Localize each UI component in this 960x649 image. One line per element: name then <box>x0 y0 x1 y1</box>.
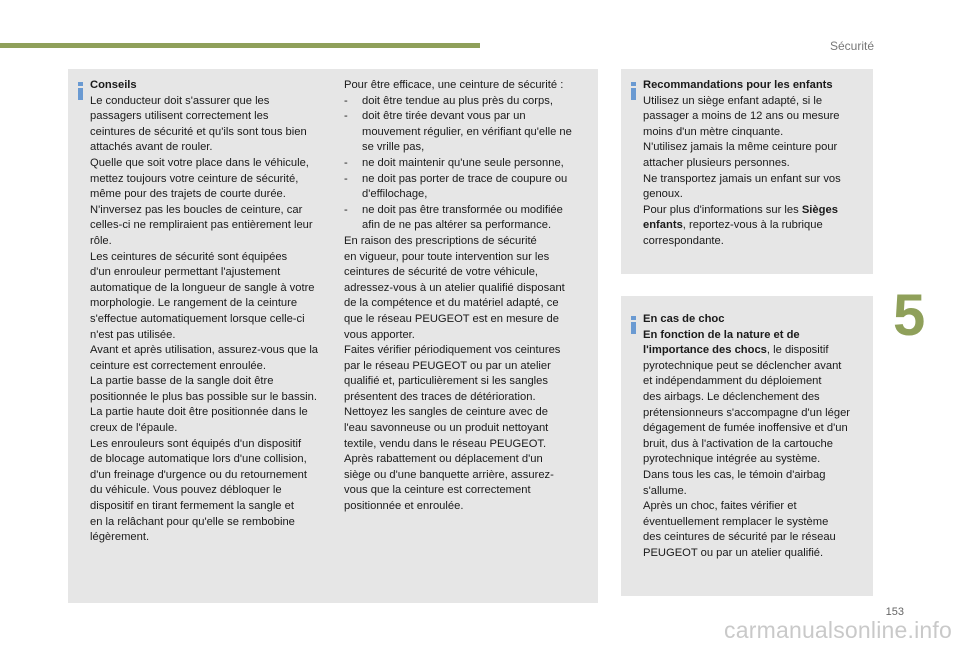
header-accent-bar <box>0 43 480 48</box>
watermark: carmanualsonline.info <box>724 617 952 643</box>
text-line: genoux. <box>643 188 683 201</box>
text-line: des airbags. Le déclenchement des <box>643 390 820 403</box>
text-line: pyrotechnique intégrée au système. <box>643 453 821 466</box>
text-line: morphologie. Le rangement de la ceinture <box>90 297 298 310</box>
text-line: éventuellement remplacer le système <box>643 515 829 528</box>
text-line: même pour des trajets de courte durée. <box>90 188 286 201</box>
text-line: Après rabattement ou déplacement d'un <box>344 453 543 466</box>
text-line: PEUGEOT ou par un atelier qualifié. <box>643 546 824 559</box>
text-line: positionnée et enroulée. <box>344 500 464 513</box>
text-line: dégagement de fumée inoffensive et d'un <box>643 422 848 435</box>
sieges-link-text: Sièges <box>801 203 838 216</box>
text-line: Nettoyez les sangles de ceinture avec de <box>344 406 548 419</box>
text-line: moins d'un mètre cinquante. <box>643 125 784 138</box>
text-line: positionnée le plus bas possible sur le bassin. <box>90 390 317 403</box>
text-line: s'effectue automatiquement lorsque celle-ci <box>90 312 305 325</box>
text-line: Avant et après utilisation, assurez-vous que la <box>90 344 319 357</box>
middle-text <box>344 78 596 515</box>
dash-bullet: - <box>344 172 348 185</box>
dash-bullet: - <box>344 110 348 123</box>
text-line: passagers utilisent correctement les <box>90 110 269 123</box>
list-item-continuation: afin de ne pas altérer sa performance. <box>362 219 552 232</box>
choc-subtitle-line: l'importance des chocs, le dispositif <box>643 344 829 357</box>
reference-line: enfants, reportez-vous à la rubrique <box>643 219 823 232</box>
text-line: ceinture est correctement enroulée. <box>90 359 266 372</box>
text-line: pyrotechnique peut se déclencher avant <box>643 359 842 372</box>
text-line: ceintures de sécurité de votre véhicule, <box>344 266 539 279</box>
text-line: s'allume. <box>643 484 687 497</box>
text-line: d'un enrouleur permettant l'ajustement <box>90 266 281 279</box>
text-line: qualifié et, particulièrement si les sangles <box>344 375 548 388</box>
conseils-title: Conseils <box>90 79 137 91</box>
dash-bullet: - <box>344 156 348 169</box>
text-line: Après un choc, faites vérifier et <box>643 500 797 513</box>
page-number: 153 <box>885 606 904 618</box>
text-line: légèrement. <box>90 531 150 544</box>
text-line: vous que la ceinture est correctement <box>344 484 531 497</box>
recommandations-text <box>643 78 871 250</box>
text-line: creux de l'épaule. <box>90 422 178 435</box>
text-line: Les enrouleurs sont équipés d'un dispositif <box>90 437 302 450</box>
text-line: La partie haute doit être positionnée dans le <box>90 406 308 419</box>
text-line: en la relâchant pour qu'elle se rembobine <box>90 515 295 528</box>
text-line: celles-ci ne rempliraient pas entièrement leur <box>90 219 313 232</box>
section-title: Sécurité <box>829 39 874 53</box>
text-line: Ne transportez jamais un enfant sur vos <box>643 172 841 185</box>
conseils-text <box>90 78 342 546</box>
text-line: de blocage automatique lors d'une collision, <box>90 453 307 466</box>
choc-title: En cas de choc <box>643 313 725 325</box>
text-line: l'eau savonneuse ou un produit nettoyant <box>344 422 549 435</box>
info-icon <box>629 82 639 100</box>
text-line: textile, vendu dans le réseau PEUGEOT. <box>344 437 547 450</box>
text-line: vous apporter. <box>344 328 415 341</box>
chapter-number: 5 <box>893 283 926 348</box>
recommandations-title: Recommandations pour les enfants <box>643 79 833 91</box>
choc-text <box>643 312 871 562</box>
dash-bullet: - <box>344 203 348 216</box>
text-line: rôle. <box>90 234 112 247</box>
text-line: par le réseau PEUGEOT ou par un atelier <box>344 359 551 372</box>
text-line: Utilisez un siège enfant adapté, si le <box>643 94 823 107</box>
text-line: Faites vérifier périodiquement vos ceintures <box>344 344 561 357</box>
text-line: Quelle que soit votre place dans le véhicule, <box>90 156 309 169</box>
text-line: mettez toujours votre ceinture de sécurité, <box>90 172 299 185</box>
text-line: du véhicule. Vous pouvez débloquer le <box>90 484 282 497</box>
text-line: attachés avant de rouler. <box>90 141 213 154</box>
text-line: automatique de la longueur de sangle à votre <box>90 281 315 294</box>
text-line: d'un freinage d'urgence ou du retournement <box>90 468 307 481</box>
info-icon <box>629 316 639 334</box>
text-line: prétensionneurs s'accompagne d'un léger <box>643 406 851 419</box>
text-line: bruit, dus à l'activation de la cartouche <box>643 437 833 450</box>
text-line: n'est pas utilisée. <box>90 328 176 341</box>
text-line: des ceintures de sécurité par le réseau <box>643 531 836 544</box>
text-line: présentent des traces de détérioration. <box>344 390 536 403</box>
text-line: correspondante. <box>643 234 724 247</box>
list-item: - ne doit pas porter de trace de coupure ou <box>344 172 596 188</box>
list-item: - doit être tendue au plus près du corps, <box>344 94 596 110</box>
text-line: siège ou d'une banquette arrière, assurez- <box>344 468 554 481</box>
list-item-continuation: mouvement régulier, en vérifiant qu'elle ne <box>362 125 572 138</box>
list-item: - doit être tirée devant vous par un <box>344 109 596 125</box>
enfants-link-text: enfants <box>643 219 683 232</box>
text-line: passager a moins de 12 ans ou mesure <box>643 110 840 123</box>
info-icon <box>76 82 86 100</box>
text-line: de la compétence et du matériel adapté, ce <box>344 297 559 310</box>
text-line: adressez-vous à un atelier qualifié disposant <box>344 281 565 294</box>
text-line: En raison des prescriptions de sécurité <box>344 234 537 247</box>
text-line: Les ceintures de sécurité sont équipées <box>90 250 288 263</box>
text-line: dispositif en tirant fermement la sangle et <box>90 500 294 513</box>
choc-subtitle: En fonction de la nature et de <box>643 328 800 341</box>
list-item-continuation: se vrille pas, <box>362 141 425 154</box>
dash-bullet: - <box>344 94 348 107</box>
list-item: - ne doit maintenir qu'une seule personne, <box>344 156 596 172</box>
text-line: Le conducteur doit s'assurer que les <box>90 94 270 107</box>
text-line: attacher plusieurs personnes. <box>643 156 790 169</box>
list-item: - ne doit pas être transformée ou modifiée <box>344 203 596 219</box>
text-line: Dans tous les cas, le témoin d'airbag <box>643 468 826 481</box>
middle-intro: Pour être efficace, une ceinture de sécurité : <box>344 79 564 91</box>
text-line: et indépendamment du déploiement <box>643 375 822 388</box>
text-line: ceintures de sécurité et qu'ils sont tous bien <box>90 125 307 138</box>
text-line: que le réseau PEUGEOT est en mesure de <box>344 312 559 325</box>
text-line: N'utilisez jamais la même ceinture pour <box>643 141 838 154</box>
reference-line: Pour plus d'informations sur les Sièges <box>643 203 838 216</box>
text-line: en vigueur, pour toute intervention sur les <box>344 250 550 263</box>
text-line: N'inversez pas les boucles de ceinture, car <box>90 203 303 216</box>
list-item-continuation: d'effilochage, <box>362 188 428 201</box>
text-line: La partie basse de la sangle doit être <box>90 375 274 388</box>
